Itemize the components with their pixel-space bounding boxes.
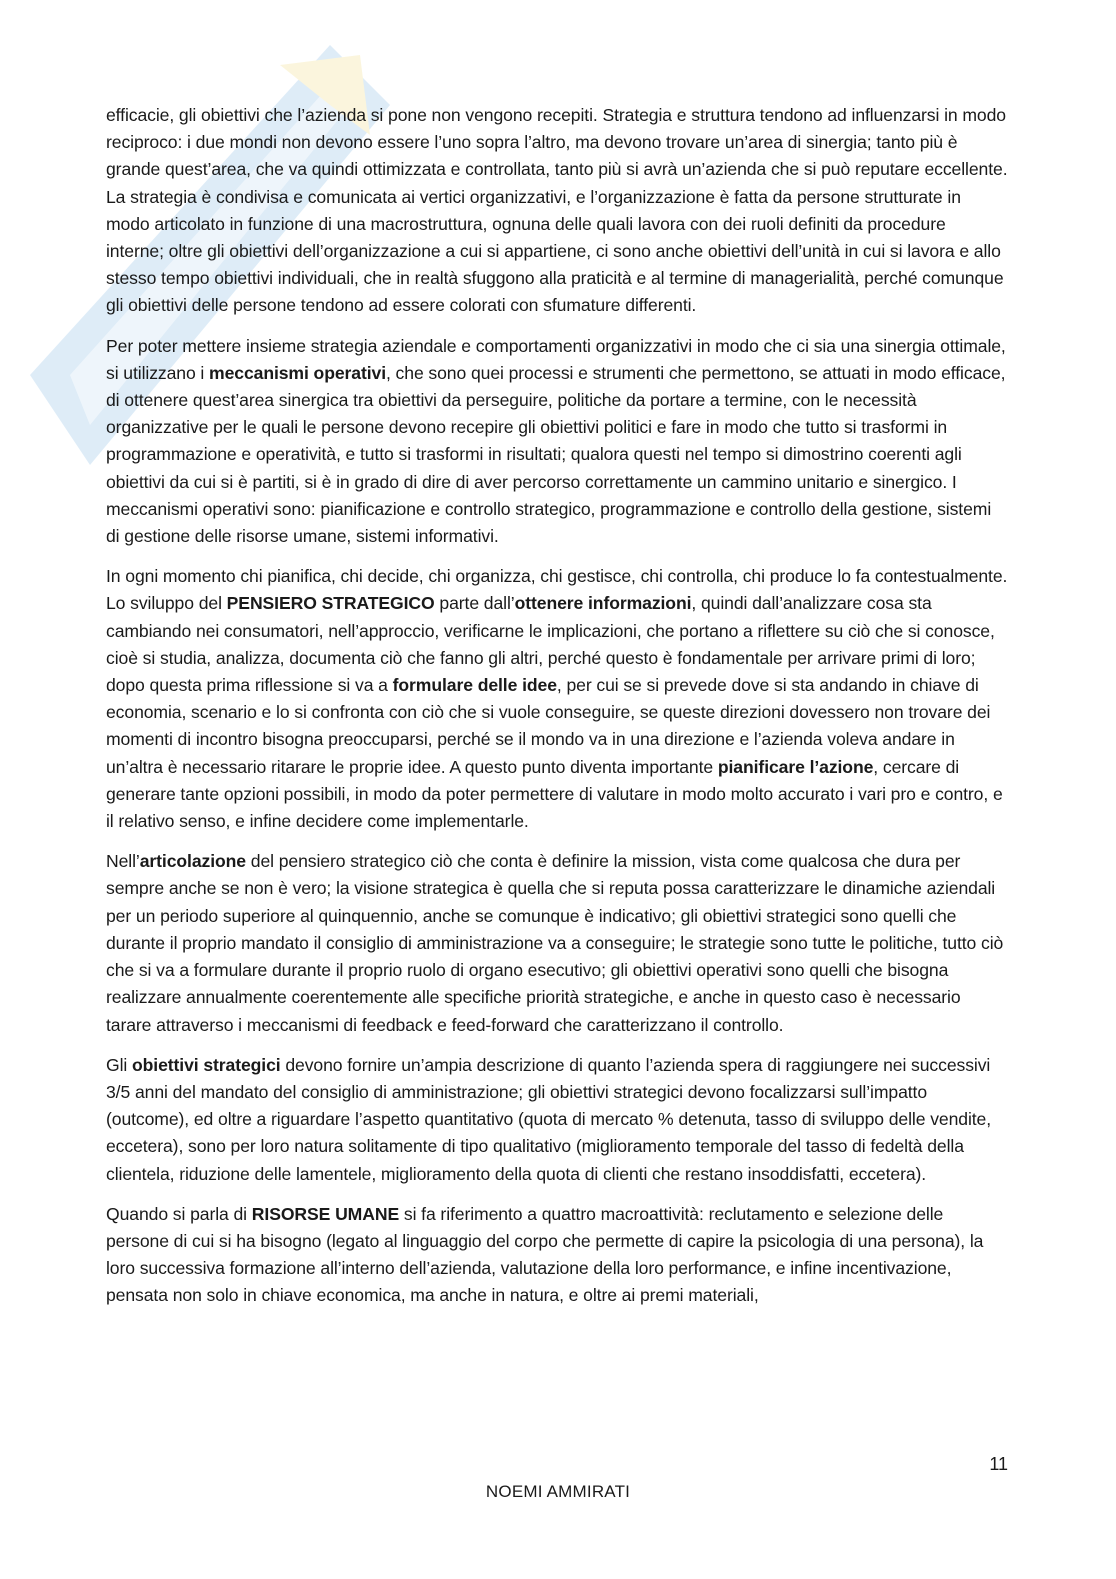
bold-term: meccanismi operativi xyxy=(209,362,386,383)
footer-author: NOEMI AMMIRATI xyxy=(485,1482,631,1501)
page-number: 11 xyxy=(989,1454,1008,1474)
bold-term: articolazione xyxy=(139,851,246,872)
text-run: Nell’ xyxy=(106,851,140,872)
bold-term: RISORSE UMANE xyxy=(251,1203,400,1224)
paragraph xyxy=(106,1201,1008,1310)
paragraph xyxy=(106,102,1008,320)
text-run: , che sono quei processi e strumenti che permettono, se attuati in modo efficace, di ottenere quest’area sinergica tra obiettivi da perseguire, politiche da portare a termine, con le necessità organizzative per le quali le persone devono recepire gli obiettivi politici e fare in modo che tutto si trasformi in programmazione e operatività, e tutto si trasformi in risultati; qualora questi nel tempo si dimostrino coerenti agli obiettivi da cui si è partiti, si è in grado di dire di aver percorso correttamente un cammino unitario e sinergico. I meccanismi operativi sono: pianificazione e controllo strategico, programmazione e controllo della gestione, sistemi di gestione delle risorse umane, sistemi informativi. xyxy=(106,362,1006,547)
paragraph xyxy=(106,333,1008,551)
text-run: parte dall’ xyxy=(434,593,515,614)
text-run: In ogni momento chi pianifica, chi decide, chi organizza, chi gestisce, chi controlla, chi produce lo fa contestualmente. Lo sviluppo del xyxy=(106,566,1008,614)
text-run: , quindi dall’analizzare cosa sta cambiando nei consumatori, nell’approccio, verificarne le implicazioni, che portano a riflettere su ciò che si conosce, cioè si studia, analizza, documenta ciò che fanno gli altri, perché questo è fondamentale per arrivare primi di loro; dopo questa prima riflessione si va a xyxy=(106,593,995,696)
text-run: , per cui se si prevede dove si sta andando in chiave di economia, scenario e lo si confronta con ciò che si vuole conseguire, se queste direzioni dovessero non trovare dei momenti di incontro bisogna preoccuparsi, perché se il mondo va in una direzione e l’azienda voleva andare in un’altra è necessario ritarare le proprie idee. A questo punto diventa importante xyxy=(106,675,991,777)
text-run: Gli xyxy=(106,1054,132,1075)
bold-term: ottenere informazioni xyxy=(514,593,692,614)
text-run: devono fornire un’ampia descrizione di quanto l’azienda spera di raggiungere nei successivi 3/5 anni del mandato del consiglio di amministrazione; gli obiettivi strategici devono focalizzarsi sull’impatto (outcome), ed oltre a riguardare l’aspetto quantitativo (quota di mercato % detenuta, tasso di sviluppo delle vendite, eccetera), sono per loro natura solitamente di tipo qualitativo (miglioramento temporale del tasso di fedeltà della clientela, riduzione delle lamentele, miglioramento della quota di clienti che restano insoddisfatti, eccetera). xyxy=(106,1054,992,1184)
text-run: efficacie, gli obiettivi che l’azienda si pone non vengono recepiti. Strategia e struttura tendono ad influenzarsi in modo reciproco: i due mondi non devono essere l’uno sopra l’altro, ma devono trovare un’area di sinergia; tanto più è grande quest’area, che va quindi ottimizzata e controllata, tanto più si avrà un’azienda che si può reputare eccellente. La strategia è condivisa e comunicata ai vertici organizzativi, e l’organizzazione è fatta da persone strutturate in modo articolato in funzione di una macrostruttura, ognuna delle quali lavora con dei ruoli definiti da procedure interne; oltre gli obiettivi dell’organizzazione a cui si appartiene, ci sono anche obiettivi dell’unità in cui si lavora e allo stesso tempo obiettivi individuali, che in realtà sfuggono alla praticità e al termine di managerialità, perché comunque gli obiettivi delle persone tendono ad essere colorati con sfumature differenti. xyxy=(106,105,1008,316)
bold-term: pianificare l’azione xyxy=(717,756,874,777)
text-run: Per poter mettere insieme strategia aziendale e comportamenti organizzativi in modo che ci sia una sinergia ottimale, si utilizzano i xyxy=(106,335,1006,383)
text-run: del pensiero strategico ciò che conta è definire la mission, vista come qualcosa che dura per sempre anche se non è vero; la visione strategica è quella che si reputa possa caratterizzare le dinamiche aziendali per un periodo superiore al quinquennio, anche se comunque è indicativo; gli obiettivi strategici sono quelli che durante il proprio mandato il consiglio di amministrazione va a conseguire; le strategie sono tutte le politiche, tutto ciò che si va a formulare durante il proprio ruolo di organo esecutivo; gli obiettivi operativi sono quelli che bisogna realizzare annualmente coerentemente alle specifiche priorità strategiche, e anche in questo caso è necessario tarare attraverso i meccanismi di feedback e feed-forward che caratterizzano il controllo. xyxy=(106,851,1004,1035)
text-run: Quando si parla di xyxy=(106,1203,252,1224)
text-run: , cercare di generare tante opzioni possibili, in modo da poter permettere di valutare in modo molto accurato i vari pro e contro, e il relativo senso, e infine decidere come implementarle. xyxy=(106,756,1003,832)
paragraph xyxy=(106,848,1008,1038)
paragraph xyxy=(106,563,1008,835)
text-run: si fa riferimento a quattro macroattività: reclutamento e selezione delle persone di cui si ha bisogno (legato al linguaggio del corpo che permette di capire la psicologia di una persona), la loro successiva formazione all’interno dell’azienda, valutazione della loro performance, e infine incentivazione, pensata non solo in chiave economica, ma anche in natura, e oltre ai premi materiali, xyxy=(106,1203,984,1306)
bold-term: obiettivi strategici xyxy=(132,1054,281,1075)
body-text xyxy=(106,102,1008,1323)
bold-term: formulare delle idee xyxy=(392,675,557,696)
paragraph xyxy=(106,1052,1008,1188)
bold-term: PENSIERO STRATEGICO xyxy=(226,593,435,614)
